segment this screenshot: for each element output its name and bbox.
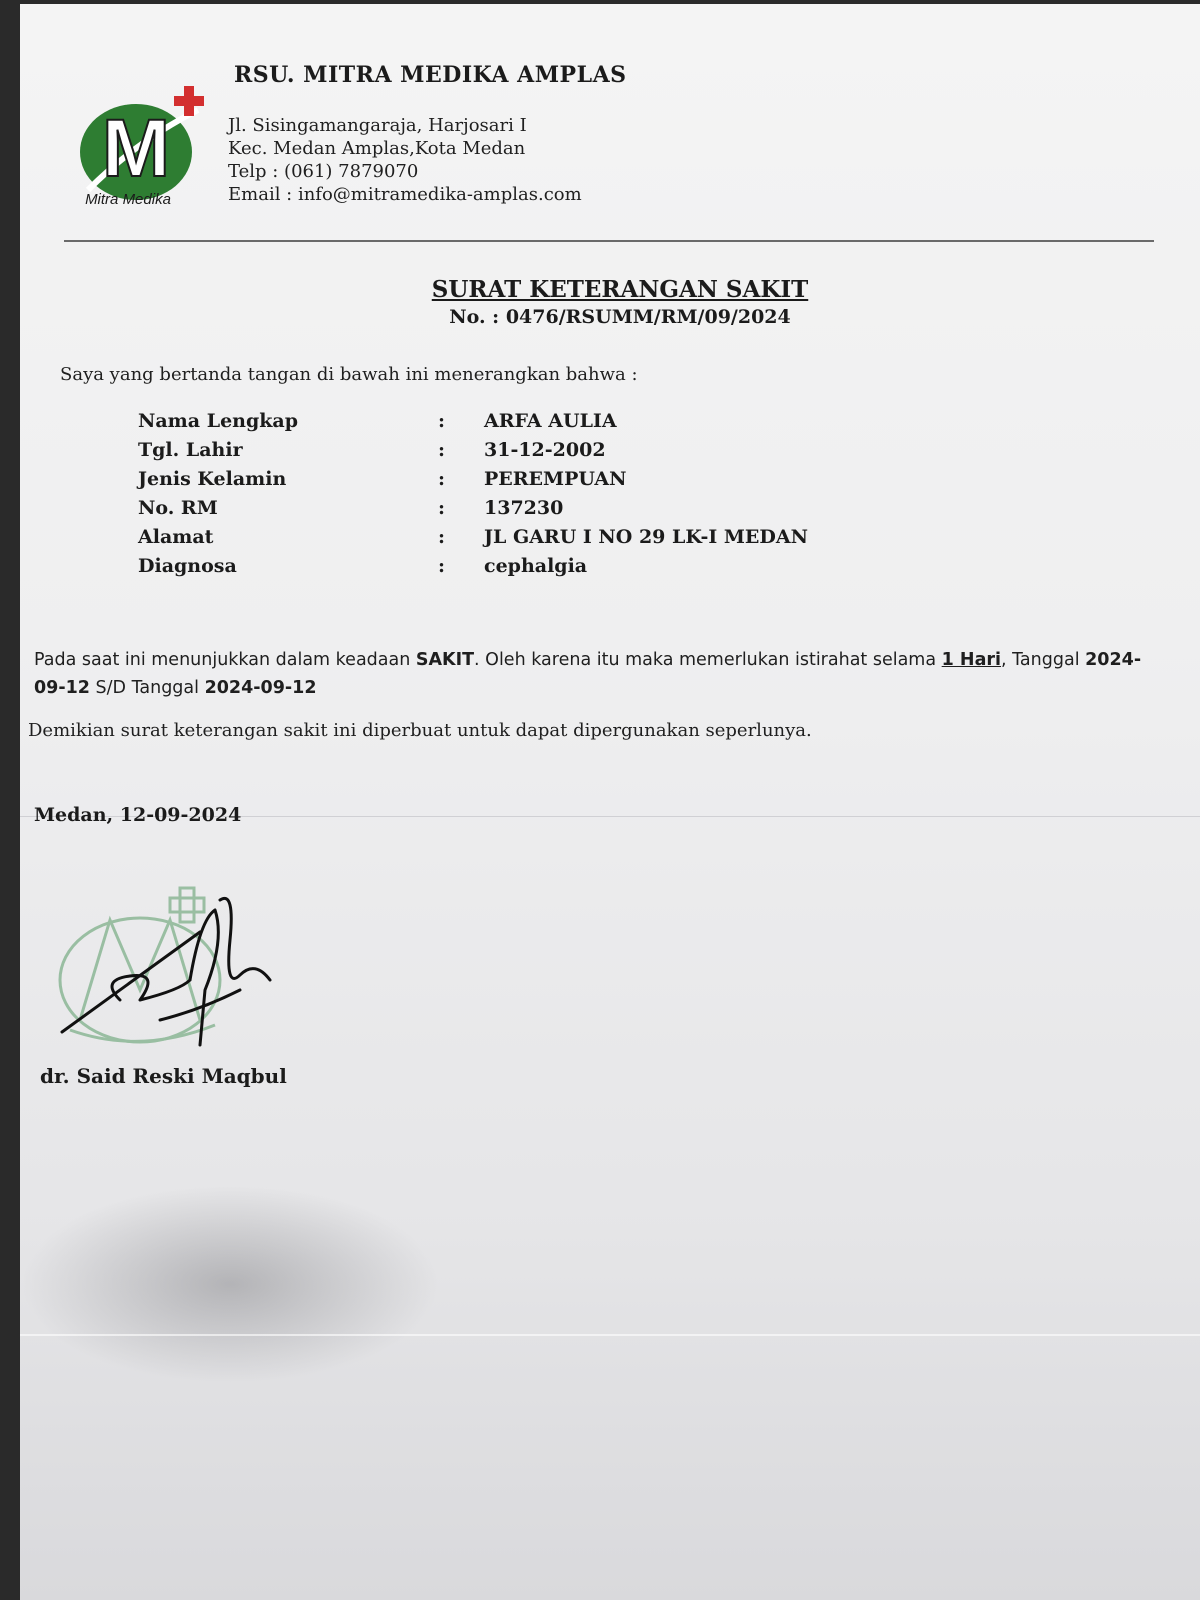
- field-separator: :: [438, 439, 446, 461]
- stamp-and-signature: [40, 880, 280, 1060]
- field-value: 31-12-2002: [484, 439, 606, 461]
- document-title: SURAT KETERANGAN SAKIT: [431, 276, 809, 303]
- document-page: [20, 4, 1200, 1600]
- header-divider: [64, 240, 1154, 242]
- hospital-logo: [68, 80, 218, 210]
- field-label: No. RM: [138, 497, 218, 519]
- hospital-address: [228, 114, 582, 206]
- doctor-name: dr. Said Reski Maqbul: [40, 1064, 287, 1088]
- end-date: 2024-09-12: [204, 678, 317, 698]
- shadow: [20, 1184, 440, 1384]
- field-label: Jenis Kelamin: [138, 468, 287, 490]
- field-value: cephalgia: [484, 555, 588, 577]
- field-label: Tgl. Lahir: [138, 439, 243, 461]
- logo-text: Mitra Medika: [85, 191, 171, 208]
- email: Email : info@mitramedika-amplas.com: [228, 184, 582, 205]
- intro-text: Saya yang bertanda tangan di bawah ini menerangkan bahwa :: [60, 364, 638, 385]
- place-date: Medan, 12-09-2024: [34, 804, 242, 826]
- field-separator: :: [438, 468, 446, 490]
- hospital-name: RSU. MITRA MEDIKA AMPLAS: [234, 62, 627, 88]
- field-value: ARFA AULIA: [484, 410, 617, 432]
- logo-letter: M: [101, 103, 171, 194]
- field-value: JL GARU I NO 29 LK-I MEDAN: [484, 526, 808, 548]
- field-value: 137230: [484, 497, 564, 519]
- statement-part: S/D Tanggal: [89, 678, 205, 698]
- address-line-1: Jl. Sisingamangaraja, Harjosari I: [228, 115, 527, 136]
- statement-part: . Oleh karena itu maka memerlukan istirahat selama: [474, 650, 942, 670]
- phone: Telp : (061) 7879070: [228, 161, 419, 182]
- field-separator: :: [438, 497, 446, 519]
- condition: SAKIT: [415, 650, 475, 670]
- statement-part: Pada saat ini menunjukkan dalam keadaan: [34, 650, 416, 670]
- field-separator: :: [438, 526, 446, 548]
- rest-days: 1 Hari: [941, 650, 1002, 670]
- field-label: Nama Lengkap: [138, 410, 299, 432]
- sick-leave-statement: [34, 646, 1144, 702]
- hospital-stamp: [60, 888, 220, 1042]
- field-value: PEREMPUAN: [484, 468, 627, 490]
- paper-fold: [20, 1334, 1200, 1336]
- document-number: No. : 0476/RSUMM/RM/09/2024: [449, 306, 791, 328]
- field-separator: :: [438, 555, 446, 577]
- field-separator: :: [438, 410, 446, 432]
- statement-part: , Tanggal: [1001, 650, 1086, 670]
- field-label: Alamat: [138, 526, 214, 548]
- start-date: 2024-09-12: [34, 650, 1142, 698]
- field-label: Diagnosa: [138, 555, 237, 577]
- address-line-2: Kec. Medan Amplas,Kota Medan: [228, 138, 526, 159]
- closing-text: Demikian surat keterangan sakit ini diperbuat untuk dapat dipergunakan seperlunya.: [28, 720, 812, 741]
